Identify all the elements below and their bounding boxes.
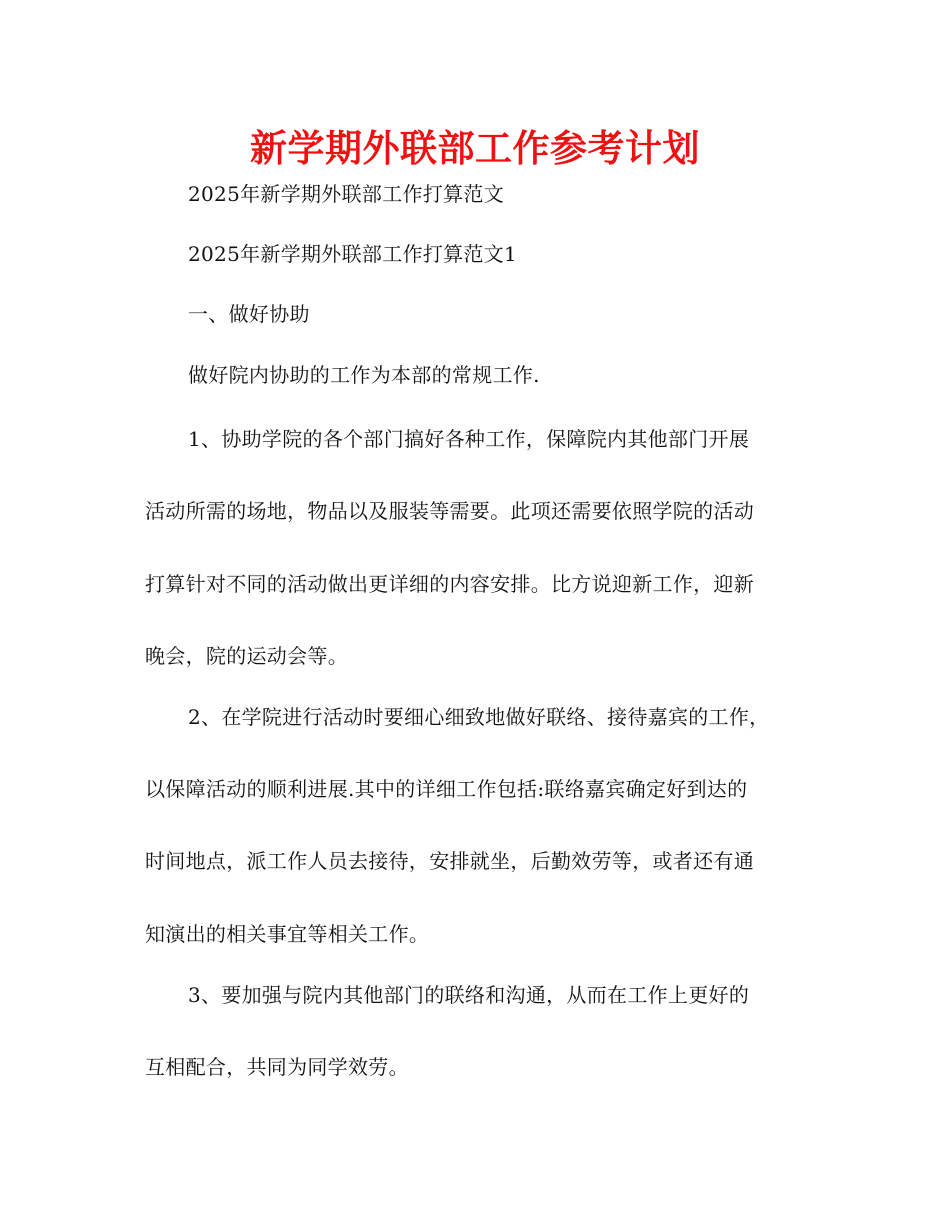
paragraph-line: 3、要加强与院内其他部门的联络和沟通，从而在工作上更好的: [188, 983, 750, 1007]
paragraph-line: 知演出的相关事宜等相关工作。: [145, 922, 430, 946]
subtitle-line-1: 2025年新学期外联部工作打算范文1: [188, 242, 518, 266]
paragraph-line: 互相配合，共同为同学效劳。: [145, 1055, 409, 1079]
paragraph-line: 时间地点，派工作人员去接待，安排就坐，后勤效劳等，或者还有通: [145, 849, 754, 873]
paragraph-line: 活动所需的场地，物品以及服装等需要。此项还需要依照学院的活动: [145, 499, 754, 523]
section-heading: 一、做好协助: [188, 302, 310, 326]
paragraph-line: 打算针对不同的活动做出更详细的内容安排。比方说迎新工作，迎新: [145, 572, 754, 596]
document-title: 新学期外联部工作参考计划: [250, 127, 700, 170]
subtitle-line: 2025年新学期外联部工作打算范文: [188, 182, 504, 206]
paragraph-line: 做好院内协助的工作为本部的常规工作.: [188, 363, 540, 387]
paragraph-line: 1、协助学院的各个部门搞好各种工作，保障院内其他部门开展: [188, 427, 750, 451]
paragraph-line: 晚会，院的运动会等。: [145, 644, 348, 668]
paragraph-line: 以保障活动的顺利进展.其中的详细工作包括:联络嘉宾确定好到达的: [145, 777, 748, 801]
paragraph-line: 2、在学院进行活动时要细心细致地做好联络、接待嘉宾的工作，: [188, 705, 770, 729]
